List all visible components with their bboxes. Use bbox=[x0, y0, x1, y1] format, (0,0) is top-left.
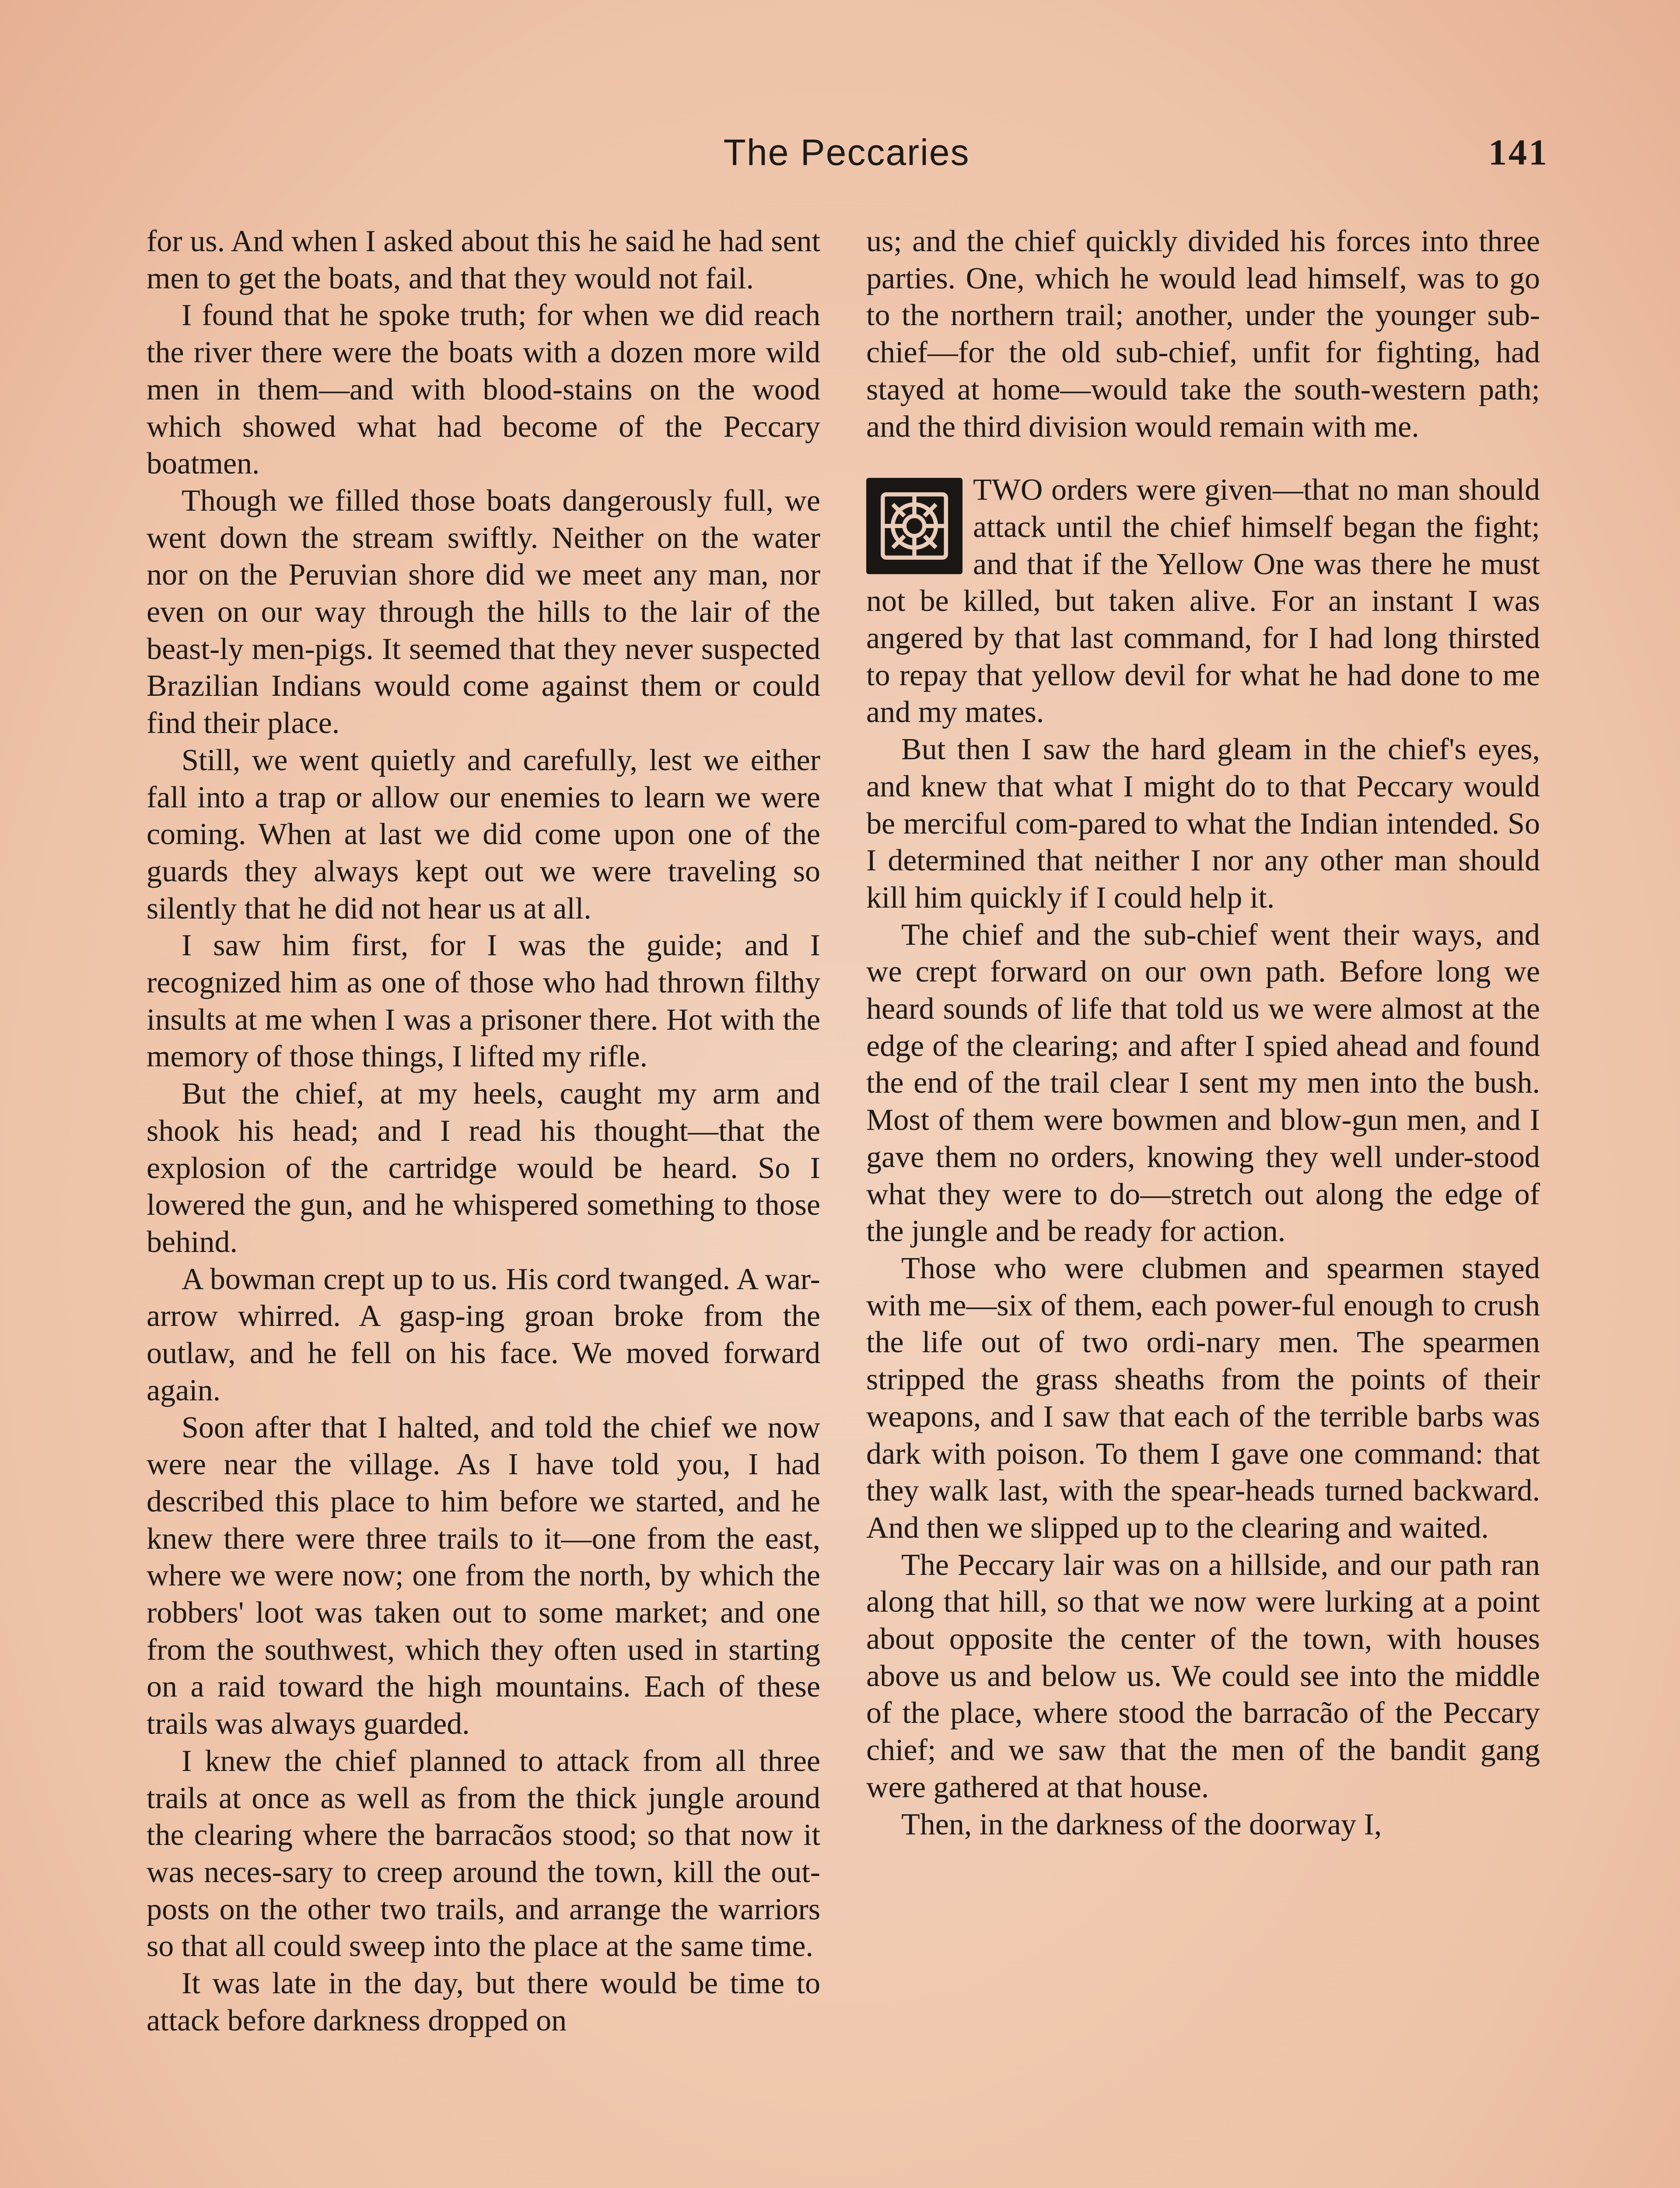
paragraph: Then, in the darkness of the doorway I, bbox=[901, 1807, 1382, 1841]
paragraph: Soon after that I halted, and told the chief we now were near the village. As I have told you, I had described this place to him before we started, and he knew there were three trails to it—one from the east, where we were now; one from the north, by which the robbers' loot was taken out to some market; and one from the southwest, which they often used in starting on a raid toward the high mountains. Each of these trails was always guarded. bbox=[147, 1410, 820, 1741]
paragraph: for us. And when I asked about this he said he had sent men to get the boats, and that they would not fail. bbox=[147, 224, 820, 295]
paragraph: A bowman crept up to us. His cord twanged. A war-arrow whirred. A gasp-ing groan broke from the outlaw, and he fell on his face. We moved forward again. bbox=[147, 1262, 820, 1407]
celtic-knot-ornament-icon bbox=[866, 478, 962, 574]
paragraph: It was late in the day, but there would be time to attack before darkness dropped on bbox=[147, 1967, 820, 2037]
paragraph: Those who were clubmen and spearmen stayed with me—six of them, each power-ful enough to crush the life out of two ordi-nary men. The spearmen stripped the grass sheaths from the points of their weapons, and I saw that each of the terrible barbs was dark with poison. To them I gave one command: that they walk last, with the spear-heads turned backward. And then we slipped up to the clearing and waited. bbox=[866, 1251, 1540, 1545]
running-head bbox=[144, 131, 1549, 179]
paragraph: us; and the chief quickly divided his forces into three parties. One, which he would lead himself, was to go to the northern trail; another, under the younger sub-chief—for the old sub-chief, unfit for fighting, had stayed at home—would take the south-western path; and the third division would remain with me. bbox=[866, 224, 1540, 444]
page-number: 141 bbox=[1488, 132, 1549, 173]
paragraph: The Peccary lair was on a hillside, and our path ran along that hill, so that we now were lurking at a point about opposite the center of the town, with houses above us and below us. We could see into the middle of the place, where stood the barracão of the Peccary chief; and we saw that the men of the bandit gang were gathered at that house. bbox=[866, 1548, 1540, 1804]
paragraph: But the chief, at my heels, caught my arm and shook his head; and I read his thought—that the explosion of the cartridge would be heard. So I lowered the gun, and he whispered something to those behind. bbox=[147, 1077, 820, 1259]
paragraph: The chief and the sub-chief went their ways, and we crept forward on our own path. Before long we heard sounds of life that told us we were almost at the edge of the clearing; and after I spied ahead and found the end of the trail clear I sent my men into the bush. Most of them were bowmen and blow-gun men, and I gave them no orders, knowing they well under-stood what they were to do—stretch out along the edge of the jungle and be ready for action. bbox=[866, 918, 1540, 1248]
running-title: The Peccaries bbox=[723, 132, 970, 173]
paragraph: I knew the chief planned to attack from all three trails at once as well as from the thick jungle around the clearing where the barracãos stood; so that now it was neces-sary to creep around the town, kill the out-posts on the other two trails, and arrange the warriors so that all could sweep into the place at the same time. bbox=[147, 1744, 820, 1964]
right-column bbox=[866, 223, 1540, 1843]
paragraph: Though we filled those boats dangerously full, we went down the stream swiftly. Neither on the water nor on the Peruvian shore did we meet any man, nor even on our way through the hills to the lair of the beast-ly men-pigs. It seemed that they never suspected Brazilian Indians would come against them or could find their place. bbox=[147, 484, 820, 740]
left-column bbox=[147, 223, 820, 2039]
paragraph: I saw him first, for I was the guide; and I recognized him as one of those who had thrown filthy insults at me when I was a prisoner there. Hot with the memory of those things, I lifted my rifle. bbox=[147, 929, 820, 1074]
dropcap-paragraph bbox=[866, 472, 1540, 731]
paragraph: But then I saw the hard gleam in the chief's eyes, and knew that what I might do to that Peccary would be merciful com-pared to what the Indian intended. So I determined that neither I nor any other man should kill him quickly if I could help it. bbox=[866, 733, 1540, 915]
paragraph: Still, we went quietly and carefully, lest we either fall into a trap or allow our enemies to learn we were coming. When at last we did come upon one of the guards they always kept out we were traveling so silently that he did not hear us at all. bbox=[147, 743, 820, 926]
dropcap-paragraph-text: TWO orders were given—that no man should attack until the chief himself began the fight; and that if the Yellow One was there he must not be killed, but taken alive. For an instant I was angered by that last command, for I had long thirsted to repay that yellow devil for what he had done to me and my mates. bbox=[866, 473, 1540, 729]
paragraph: I found that he spoke truth; for when we did reach the river there were the boats with a dozen more wild men in them—and with blood-stains on the wood which showed what had become of the Peccary boatmen. bbox=[147, 298, 820, 481]
